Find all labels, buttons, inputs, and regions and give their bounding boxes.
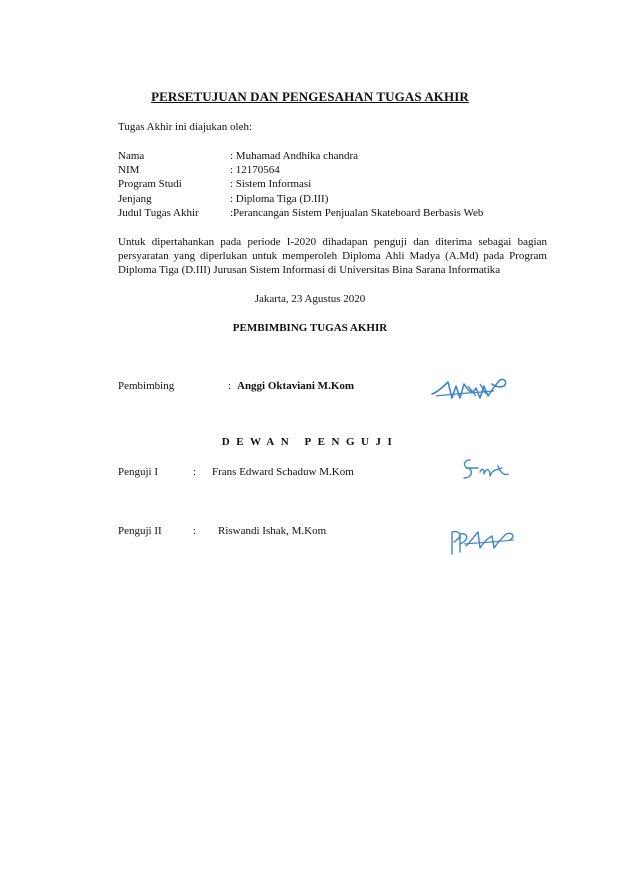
signature-penguji-1 [458,454,514,488]
info-label: Nama [118,150,145,162]
date-line: Jakarta, 23 Agustus 2020 [254,293,366,305]
penguji-name: Frans Edward Schaduw M.Kom [212,466,354,478]
dewan-penguji-heading: DEWAN PENGUJI [221,436,399,448]
penguji-label: Penguji II [118,525,162,537]
pembimbing-sep: : [228,380,232,392]
info-label: Jenjang [118,192,152,205]
pembimbing-label: Pembimbing [118,380,175,392]
info-label: Judul Tugas Akhir [118,206,199,219]
info-row-nim [118,163,483,177]
student-info [118,149,483,220]
approval-paragraph: Untuk dipertahankan pada periode I-2020 dihadapan penguji dan diterima sebagai bagian persyaratan yang diperlukan untuk memperoleh Diploma Ahli Madya (A.Md) pada Program Diploma Tiga (D.III) Jurusan Sistem Informasi di Universitas Bina Sarana Informatika [118,236,547,277]
intro-text: Tugas Akhir ini diajukan oleh: [118,121,253,133]
info-row-judul [118,206,483,220]
info-row-jenjang [118,192,483,206]
info-value: : Sistem Informasi [230,178,312,191]
signature-penguji-2 [446,524,522,560]
info-value: : 12170564 [230,164,280,177]
penguji-label: Penguji I [118,466,159,478]
pembimbing-heading: PEMBIMBING TUGAS AKHIR [232,322,388,334]
info-row-nama [118,149,483,163]
pembimbing-name: Anggi Oktaviani M.Kom [237,380,355,392]
penguji-name: Riswandi Ishak, M.Kom [218,525,327,537]
info-value: : Muhamad Andhika chandra [230,150,358,162]
info-value: : Diploma Tiga (D.III) [230,192,329,205]
info-value: :Perancangan Sistem Penjualan Skateboard Berbasis Web [230,206,484,219]
info-row-program-studi [118,177,483,191]
penguji-sep: : [193,525,197,537]
info-label: Program Studi [118,178,182,191]
signature-pembimbing [428,372,518,408]
penguji-sep: : [193,466,197,478]
info-label: NIM [118,164,140,177]
document-title: PERSETUJUAN DAN PENGESAHAN TUGAS AKHIR [151,89,469,104]
